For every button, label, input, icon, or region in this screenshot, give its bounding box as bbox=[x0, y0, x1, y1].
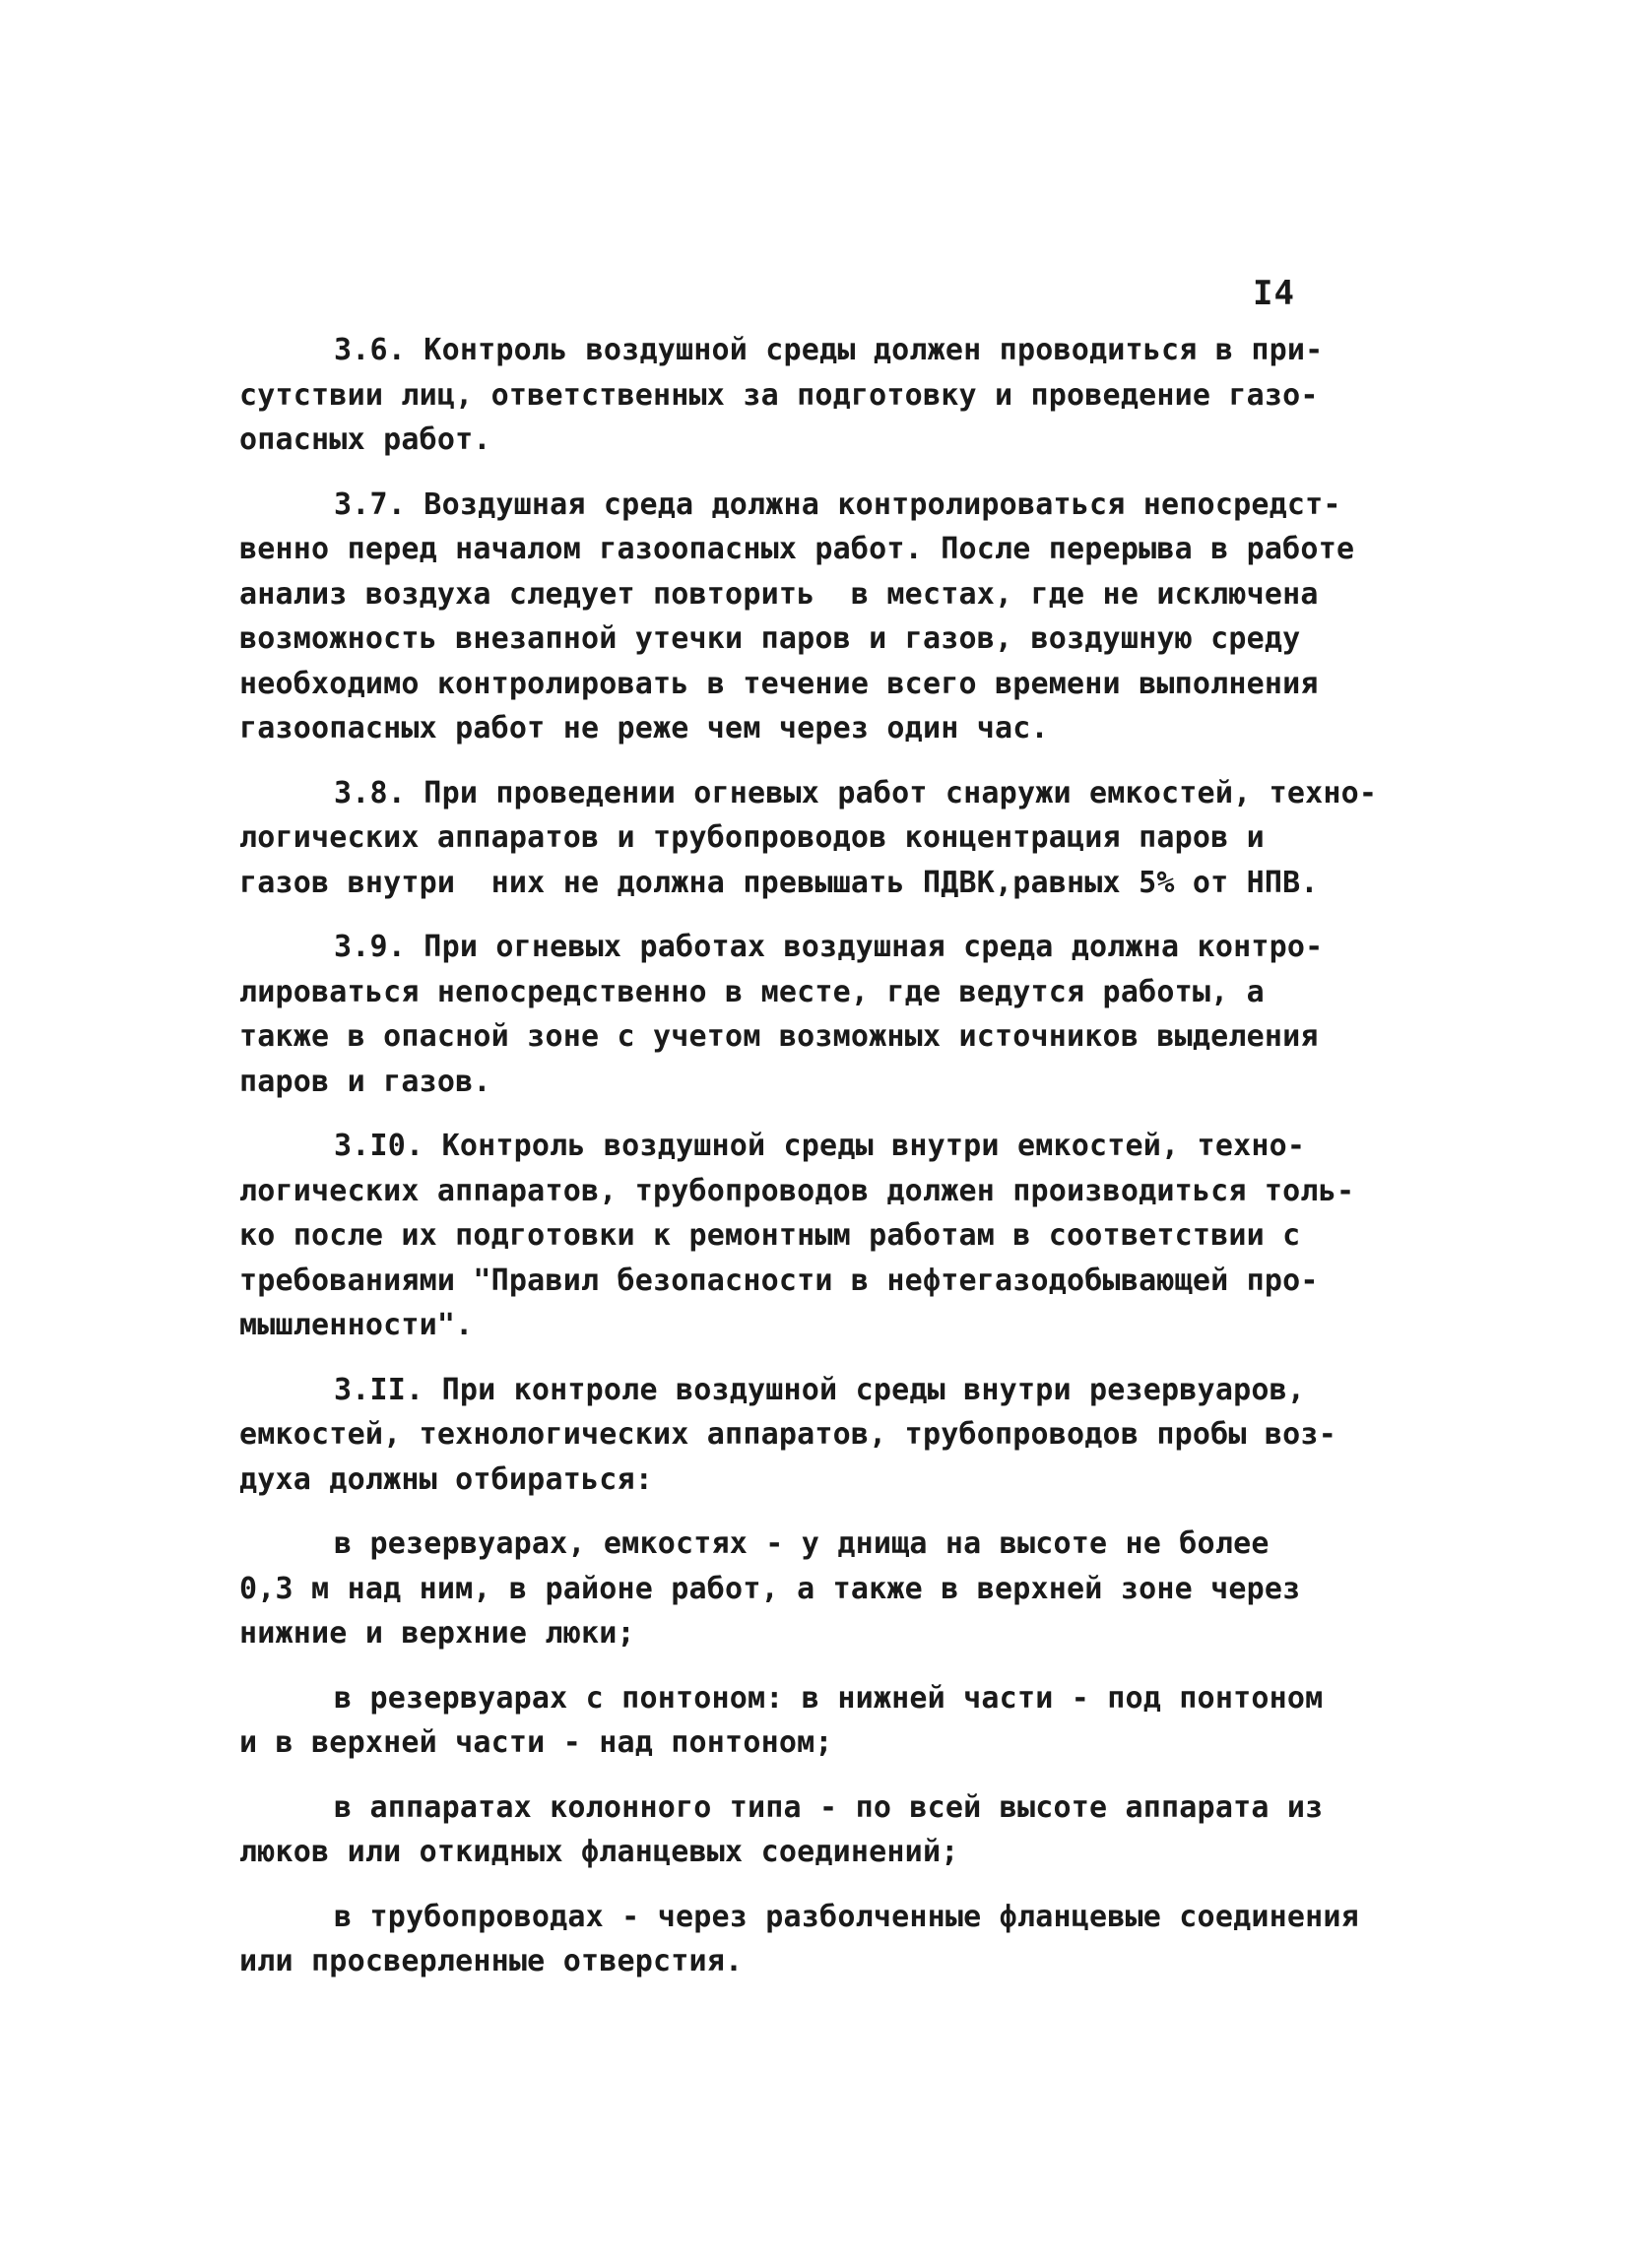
text-line: или просверленные отверстия. bbox=[239, 1944, 744, 1978]
paragraph-3-7 bbox=[239, 483, 1382, 751]
text-line: духа должны отбираться: bbox=[239, 1461, 654, 1497]
paragraph-3-8 bbox=[239, 771, 1382, 906]
text-line: анализ воздуха следует повторить в местах, где не исключена bbox=[239, 576, 1319, 612]
text-line: в резервуарах с понтоном: в нижней части - под понтоном bbox=[334, 1680, 1324, 1716]
paragraph-3-11-pipelines bbox=[239, 1895, 1382, 1984]
text-line: в трубопроводах - через разболченные фланцевые соединения bbox=[334, 1899, 1359, 1934]
text-line: 3.7. Воздушная среда должна контролироваться непосредст- bbox=[334, 486, 1341, 522]
text-line: 3.9. При огневых работах воздушная среда должна контро- bbox=[334, 930, 1324, 964]
paragraph-3-11 bbox=[239, 1368, 1382, 1503]
paragraph-3-11-tanks bbox=[239, 1522, 1382, 1656]
paragraph-3-6 bbox=[239, 328, 1382, 463]
text-line: емкостей, технологических аппаратов, трубопроводов пробы воз- bbox=[239, 1417, 1336, 1452]
text-line: необходимо контролировать в течение всего времени выполнения bbox=[239, 666, 1319, 701]
text-line: сутствии лиц, ответственных за подготовку и проведение газо- bbox=[239, 377, 1319, 413]
text-line: логических аппаратов, трубопроводов должен производиться толь- bbox=[239, 1173, 1355, 1208]
text-line: лироваться непосредственно в месте, где ведутся работы, а bbox=[239, 974, 1265, 1009]
text-line: 3.8. При проведении огневых работ снаружи емкостей, техно- bbox=[334, 775, 1378, 810]
page-number: I4 bbox=[1253, 274, 1295, 313]
text-line: газоопасных работ не реже чем через один час. bbox=[239, 711, 1049, 745]
paragraph-3-11-column bbox=[239, 1785, 1382, 1875]
text-line: 3.II. При контроле воздушной среды внутри резервуаров, bbox=[334, 1372, 1306, 1407]
text-line: паров и газов. bbox=[239, 1064, 491, 1099]
paragraph-3-9 bbox=[239, 925, 1382, 1104]
text-line: 0,3 м над ним, в районе работ, а также в верхней зоне через bbox=[239, 1571, 1301, 1606]
text-line: газов внутри них не должна превышать ПДВК,равных 5% от НПВ. bbox=[239, 865, 1319, 900]
text-line: мышленности". bbox=[239, 1308, 474, 1342]
text-line: также в опасной зоне с учетом возможных источников выделения bbox=[239, 1019, 1319, 1054]
text-line: венно перед началом газоопасных работ. После перерыва в работе bbox=[239, 532, 1355, 566]
text-line: логических аппаратов и трубопроводов концентрация паров и bbox=[239, 820, 1265, 855]
text-line: люков или откидных фланцевых соединений; bbox=[239, 1835, 959, 1869]
text-line: требованиями "Правил безопасности в нефтегазодобывающей про- bbox=[239, 1263, 1319, 1298]
document-body bbox=[239, 328, 1382, 2004]
text-line: в аппаратах колонного типа - по всей высоте аппарата из bbox=[334, 1789, 1324, 1825]
text-line: ко после их подготовки к ремонтным работам в соответствии с bbox=[239, 1218, 1301, 1253]
paragraph-3-11-pontoon bbox=[239, 1676, 1382, 1766]
paragraph-3-10 bbox=[239, 1124, 1382, 1348]
text-line: нижние и верхние люки; bbox=[239, 1616, 635, 1651]
text-line: возможность внезапной утечки паров и газов, воздушную среду bbox=[239, 621, 1301, 656]
text-line: и в верхней части - над понтоном; bbox=[239, 1725, 833, 1760]
text-line: опасных работ. bbox=[239, 422, 491, 457]
text-line: в резервуарах, емкостях - у днища на высоте не более bbox=[334, 1526, 1270, 1561]
text-line: 3.6. Контроль воздушной среды должен проводиться в при- bbox=[334, 333, 1324, 367]
text-line: 3.I0. Контроль воздушной среды внутри емкостей, техно- bbox=[334, 1129, 1306, 1163]
